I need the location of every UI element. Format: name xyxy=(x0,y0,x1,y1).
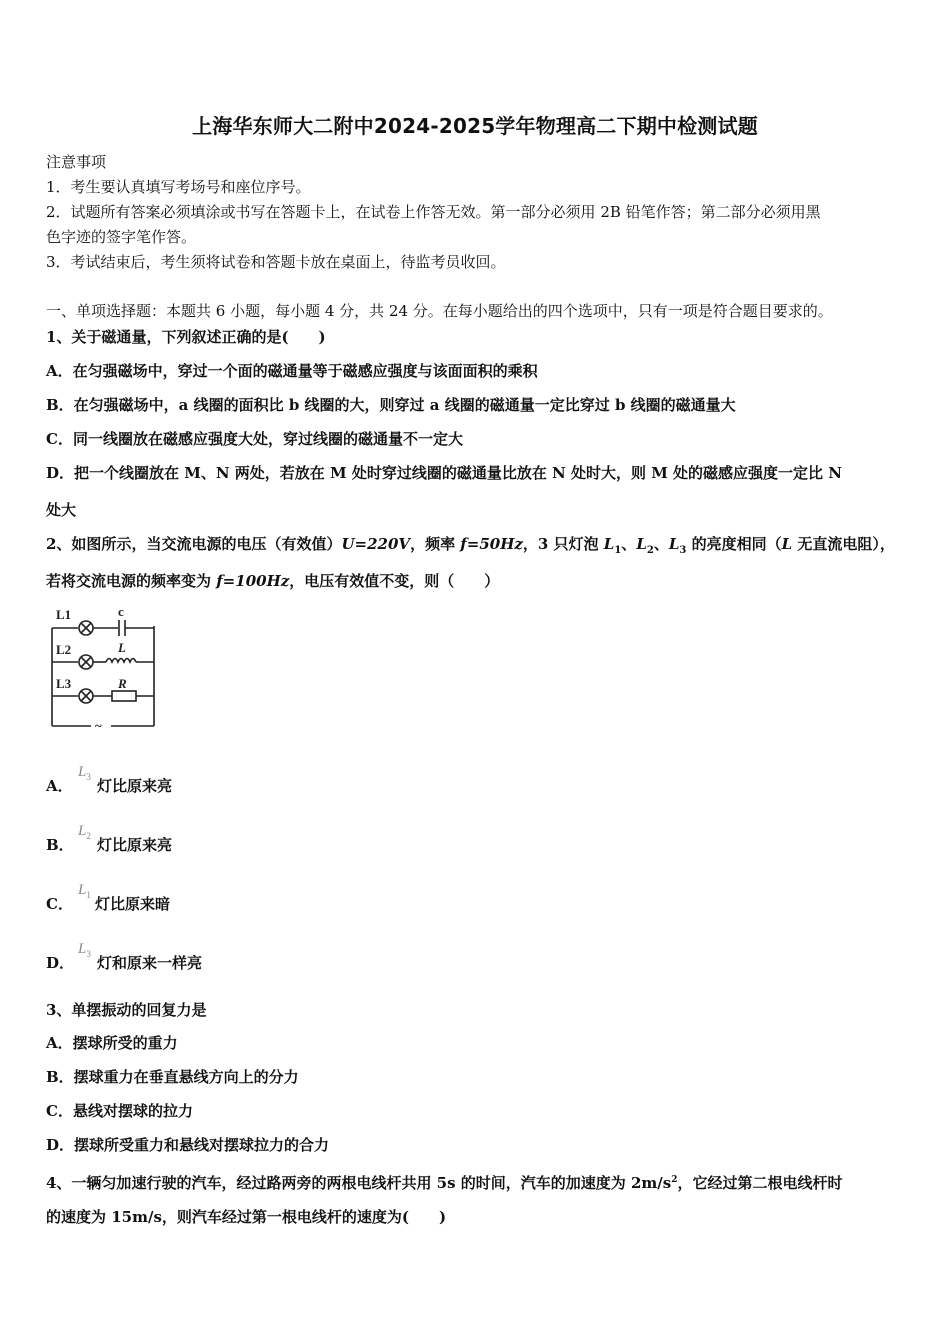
page-title: 上海华东师大二附中2024-2025学年物理高二下期中检测试题 xyxy=(192,114,758,138)
q2-stem-line1: 2、如图所示，当交流电源的电压（有效值）U=220V，频率 f=50Hz，3 只灯泡 $L_1$、$L_2$、$L_3$ 的亮度相同（L 无直流电阻）， xyxy=(46,535,895,556)
q3-option-d: D．摆球所受重力和悬线对摆球拉力的合力 xyxy=(46,1136,330,1154)
notice-item-1: 1．考生要认真填写考场号和座位序号。 xyxy=(46,178,311,196)
q2-option-b-text: 灯比原来亮 xyxy=(97,836,173,854)
q2-stem-line2: 若将交流电源的频率变为 f=100Hz，电压有效值不变，则（ ） xyxy=(46,572,500,590)
notice-heading: 注意事项 xyxy=(46,153,107,171)
label-l1: L1 xyxy=(56,607,72,622)
q4-stem-line1: 4、一辆匀加速行驶的汽车，经过路两旁的两根电线杆共用 5s 的时间，汽车的加速度为 $2m/s^2$，它经过第二根电线杆时 xyxy=(46,1174,843,1192)
q1-option-d-cont: 处大 xyxy=(46,501,77,519)
label-ac-source: ~ xyxy=(95,718,102,732)
q4-stem-line2: 的速度为 15m/s，则汽车经过第一根电线杆的速度为( ) xyxy=(46,1208,447,1226)
q2-option-d-symbol: $L_3$ xyxy=(78,941,91,959)
notice-item-3: 3．考试结束后，考生须将试卷和答题卡放在桌面上，待监考员收回。 xyxy=(46,253,506,271)
circuit-diagram xyxy=(44,604,162,732)
q2-option-a-letter: A． xyxy=(46,777,73,795)
q2-option-c-letter: C． xyxy=(46,895,73,913)
label-r: R xyxy=(118,676,127,691)
label-l3: L3 xyxy=(56,676,72,691)
resistor-icon xyxy=(112,691,136,701)
q3-option-a: A．摆球所受的重力 xyxy=(46,1034,178,1052)
notice-item-2-cont: 色字迹的签字笔作答。 xyxy=(46,228,197,246)
q1-option-b: B．在匀强磁场中，a 线圈的面积比 b 线圈的大，则穿过 a 线圈的磁通量一定比穿过 b 线圈的磁通量大 xyxy=(46,396,736,414)
notice-item-2: 2．试题所有答案必须填涂或书写在答题卡上，在试卷上作答无效。第一部分必须用 2B 铅笔作答；第二部分必须用黑 xyxy=(46,203,821,221)
q2-option-a-text: 灯比原来亮 xyxy=(97,777,173,795)
q1-option-c: C．同一线圈放在磁感应强度大处，穿过线圈的磁通量不一定大 xyxy=(46,430,463,448)
q2-option-b-letter: B． xyxy=(46,836,74,854)
q2-option-a-symbol: $L_3$ xyxy=(78,764,91,782)
q2-option-d-text: 灯和原来一样亮 xyxy=(97,954,203,972)
label-l2: L2 xyxy=(56,642,72,657)
q2-option-d-letter: D． xyxy=(46,954,75,972)
inductor-coil-icon xyxy=(106,659,136,663)
q1-stem: 1、关于磁通量，下列叙述正确的是( ) xyxy=(46,328,326,346)
q2-option-c-text: 灯比原来暗 xyxy=(95,895,171,913)
q3-stem: 3、单摆振动的回复力是 xyxy=(46,1001,207,1019)
q1-option-a: A．在匀强磁场中，穿过一个面的磁通量等于磁感应强度与该面面积的乘积 xyxy=(46,362,538,380)
label-l: L xyxy=(118,640,126,655)
q2-option-c-symbol: $L_1$ xyxy=(78,882,91,900)
section-heading: 一、单项选择题：本题共 6 小题，每小题 4 分，共 24 分。在每小题给出的四个选项中，只有一项是符合题目要求的。 xyxy=(46,302,833,320)
q3-option-c: C．悬线对摆球的拉力 xyxy=(46,1102,193,1120)
q1-option-d: D．把一个线圈放在 M、N 两处，若放在 M 处时穿过线圈的磁通量比放在 N 处时大，则 M 处的磁感应强度一定比 N xyxy=(46,464,842,482)
label-c: c xyxy=(118,604,124,619)
q3-option-b: B．摆球重力在垂直悬线方向上的分力 xyxy=(46,1068,299,1086)
q2-option-b-symbol: $L_2$ xyxy=(78,823,91,841)
